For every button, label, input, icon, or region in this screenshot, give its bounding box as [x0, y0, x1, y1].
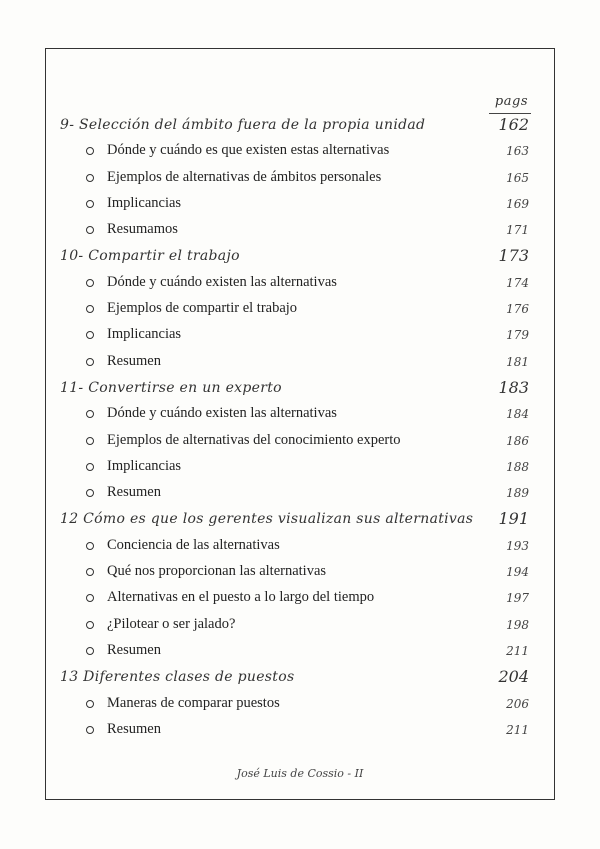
toc-section-title: 12 Cómo es que los gerentes visualizan sus alternativas [60, 511, 474, 528]
pages-header-underline [489, 113, 531, 114]
toc-item-page-number: 165 [506, 170, 529, 185]
toc-item-page-number: 163 [506, 144, 529, 159]
toc-section-page-number: 173 [498, 246, 529, 266]
circle-bullet-icon [86, 437, 94, 445]
circle-bullet-icon [86, 174, 94, 182]
toc-section-title: 11- Convertirse en un experto [60, 379, 282, 396]
toc-section-page-number: 162 [498, 115, 529, 134]
circle-bullet-icon [86, 700, 94, 708]
circle-bullet-icon [86, 410, 94, 418]
toc-item-row [46, 536, 554, 562]
toc-item-page-number: 186 [506, 433, 529, 448]
circle-bullet-icon [86, 200, 94, 208]
toc-item-page-number: 198 [506, 617, 529, 632]
circle-bullet-icon [86, 594, 94, 602]
toc-item-row [46, 220, 554, 246]
toc-item-row [46, 641, 554, 667]
toc-item-row [46, 299, 554, 325]
toc-item-row [46, 694, 554, 720]
toc-item-title: Ejemplos de compartir el trabajo [107, 300, 298, 317]
toc-item-title: Resumen [107, 720, 161, 737]
page-frame [45, 48, 555, 800]
toc-item-title: Dónde y cuándo existen las alternativas [107, 405, 337, 422]
toc-item-title: Maneras de comparar puestos [107, 694, 280, 711]
circle-bullet-icon [86, 358, 94, 366]
circle-bullet-icon [86, 147, 94, 155]
toc-item-page-number: 188 [506, 459, 529, 474]
toc-item-row [46, 588, 554, 614]
pages-column-header: pags [494, 94, 528, 109]
toc-item-title: Ejemplos de alternativas de ámbitos personales [107, 168, 382, 185]
toc-item-title: Implicancias [107, 457, 182, 474]
circle-bullet-icon [86, 621, 94, 629]
toc-item-title: Implicancias [107, 326, 182, 343]
circle-bullet-icon [86, 305, 94, 313]
toc-item-page-number: 176 [506, 302, 529, 317]
toc-item-title: Dónde y cuándo es que existen estas alternativas [107, 142, 390, 159]
toc-section-row [46, 246, 554, 272]
toc-item-title: Alternativas en el puesto a lo largo del tiempo [107, 589, 375, 606]
toc-item-row [46, 483, 554, 509]
toc-item-page-number: 184 [506, 407, 529, 422]
toc-item-page-number: 189 [506, 486, 529, 501]
toc-item-page-number: 194 [506, 565, 529, 580]
toc-item-title: Ejemplos de alternativas del conocimiento experto [107, 431, 401, 448]
toc-item-page-number: 171 [506, 223, 529, 238]
circle-bullet-icon [86, 489, 94, 497]
toc-item-row [46, 141, 554, 167]
toc-item-title: Resumen [107, 352, 161, 369]
toc-item-row [46, 431, 554, 457]
toc-item-title: Implicancias [107, 194, 182, 211]
page-footer: José Luis de Cossio - II [236, 767, 364, 780]
circle-bullet-icon [86, 647, 94, 655]
toc-item-page-number: 206 [506, 696, 529, 711]
toc-item-row [46, 168, 554, 194]
table-of-contents [46, 115, 554, 746]
toc-item-page-number: 169 [506, 196, 529, 211]
toc-section-page-number: 191 [498, 509, 529, 529]
circle-bullet-icon [86, 226, 94, 234]
toc-item-title: Resumamos [107, 221, 178, 238]
toc-section-title: 9- Selección del ámbito fuera de la propia unidad [60, 117, 426, 133]
toc-section-title: 10- Compartir el trabajo [60, 248, 240, 265]
toc-section-row [46, 115, 554, 141]
toc-item-page-number: 211 [506, 722, 529, 737]
toc-section-page-number: 204 [498, 667, 529, 687]
toc-item-row [46, 325, 554, 351]
toc-item-page-number: 179 [506, 328, 529, 343]
circle-bullet-icon [86, 331, 94, 339]
toc-section-row [46, 509, 554, 535]
toc-item-row [46, 615, 554, 641]
toc-item-row [46, 562, 554, 588]
toc-item-title: Qué nos proporcionan las alternativas [107, 563, 327, 580]
toc-item-page-number: 193 [506, 538, 529, 553]
toc-item-row [46, 194, 554, 220]
circle-bullet-icon [86, 542, 94, 550]
toc-section-page-number: 183 [498, 377, 529, 397]
toc-section-title: 13 Diferentes clases de puestos [60, 669, 295, 686]
toc-item-page-number: 181 [506, 354, 529, 369]
circle-bullet-icon [86, 463, 94, 471]
toc-item-row [46, 404, 554, 430]
toc-item-row [46, 273, 554, 299]
toc-item-title: Resumen [107, 641, 161, 658]
toc-section-row [46, 667, 554, 693]
toc-section-row [46, 378, 554, 404]
toc-item-page-number: 211 [506, 643, 529, 658]
toc-item-row [46, 720, 554, 746]
toc-item-page-number: 197 [506, 591, 529, 606]
toc-item-page-number: 174 [506, 275, 529, 290]
toc-item-row [46, 352, 554, 378]
circle-bullet-icon [86, 279, 94, 287]
toc-item-row [46, 457, 554, 483]
toc-item-title: ¿Pilotear o ser jalado? [107, 615, 236, 632]
circle-bullet-icon [86, 726, 94, 734]
circle-bullet-icon [86, 568, 94, 576]
toc-item-title: Resumen [107, 484, 161, 501]
toc-item-title: Conciencia de las alternativas [107, 536, 280, 553]
toc-item-title: Dónde y cuándo existen las alternativas [107, 273, 337, 290]
